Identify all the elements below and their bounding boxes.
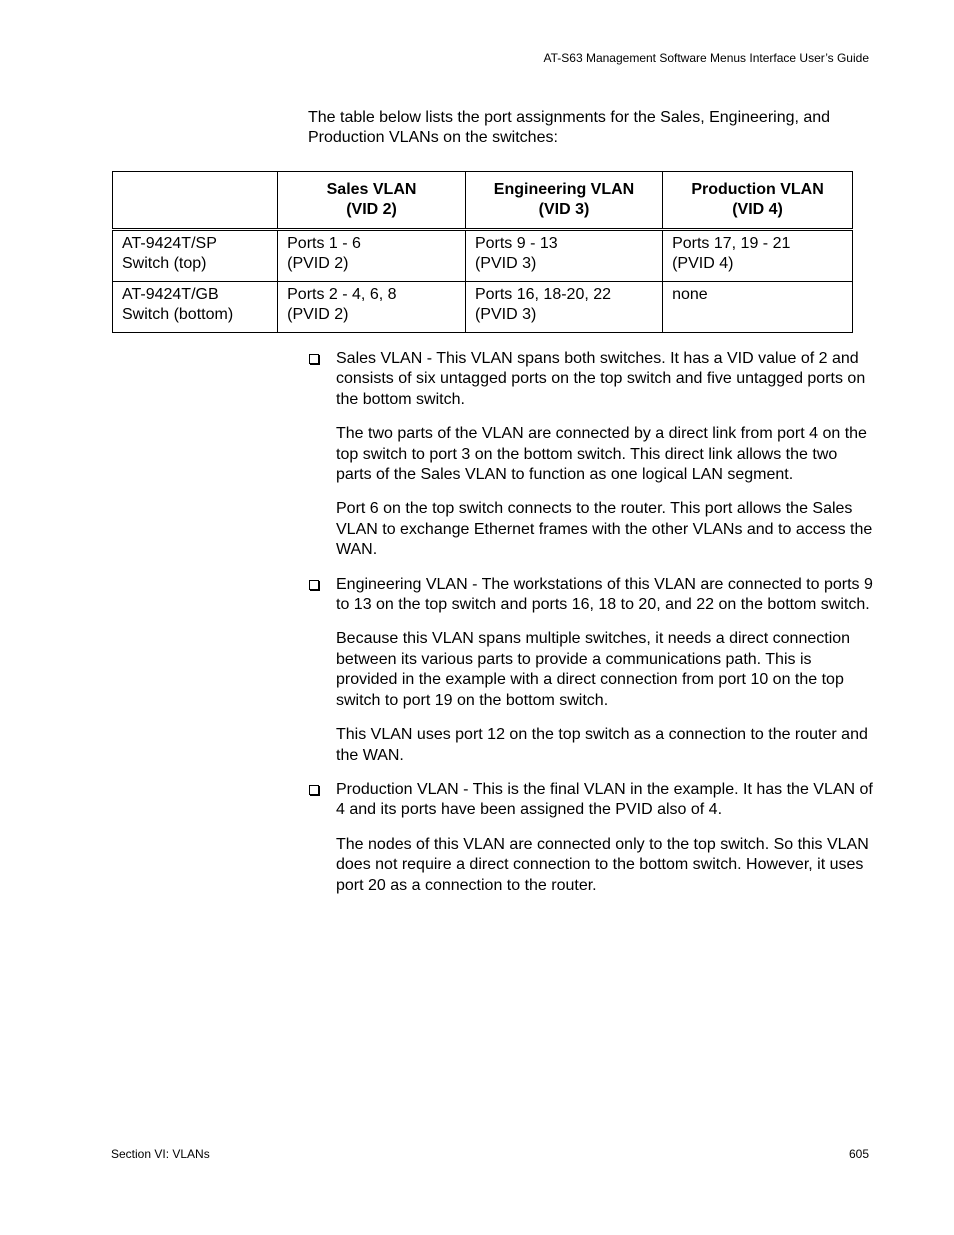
footer-section-label: Section VI: VLANs bbox=[111, 1147, 210, 1161]
table-header-row bbox=[113, 172, 853, 230]
intro-paragraph: The table below lists the port assignments for the Sales, Engineering, and Production VLANs on the switches: bbox=[308, 109, 831, 147]
paragraph: The nodes of this VLAN are connected only to the top switch. So this VLAN does not require a direct connection to the bottom switch. However, it uses port 20 as a connection to the router. bbox=[336, 835, 869, 894]
footer-page-number: 605 bbox=[848, 1147, 869, 1161]
table-cell: Ports 16, 18-20, 22 (PVID 3) bbox=[465, 282, 662, 333]
vlan-descriptions bbox=[308, 349, 873, 910]
table-cell: none bbox=[663, 282, 853, 333]
table-cell: Ports 9 - 13 (PVID 3) bbox=[465, 230, 662, 282]
table-row bbox=[113, 230, 853, 282]
paragraph: This VLAN uses port 12 on the top switch as a connection to the router and the WAN. bbox=[336, 726, 868, 764]
header-cell-production-vlan bbox=[663, 172, 853, 230]
table-row bbox=[113, 282, 853, 333]
checkbox-bullet-icon bbox=[309, 580, 319, 590]
header-cell-blank bbox=[113, 172, 278, 230]
header-line: Engineering VLAN bbox=[493, 181, 635, 198]
header-cell-engineering-vlan bbox=[465, 172, 662, 230]
table-cell: AT-9424T/SP Switch (top) bbox=[113, 230, 278, 282]
paragraph: Because this VLAN spans multiple switches, it needs a direct connection between its various parts to provide a communications path. This is provided in the example with a direct connection from port 10 on the top switch to port 19 on the bottom switch. bbox=[336, 630, 851, 709]
bullet-engineering-vlan: Engineering VLAN - The workstations of this VLAN are connected to ports 9 to 13 on the top switch and ports 16, 18 to 20, and 22 on the bottom switch. bbox=[308, 575, 873, 616]
table-cell: Ports 2 - 4, 6, 8 (PVID 2) bbox=[278, 282, 466, 333]
header-line: (VID 3) bbox=[538, 201, 590, 218]
table-cell: Ports 17, 19 - 21 (PVID 4) bbox=[663, 230, 853, 282]
table-cell: AT-9424T/GB Switch (bottom) bbox=[113, 282, 278, 333]
table-cell: Ports 1 - 6 (PVID 2) bbox=[278, 230, 466, 282]
header-line: (VID 2) bbox=[346, 201, 397, 218]
header-line: Sales VLAN bbox=[326, 181, 417, 198]
bullet-production-vlan: Production VLAN - This is the final VLAN in the example. It has the VLAN of 4 and its ports have been assigned the PVID also of 4. bbox=[308, 780, 873, 821]
header-line: (VID 4) bbox=[732, 201, 783, 218]
vlan-port-table bbox=[112, 171, 853, 333]
bullet-sales-vlan: Sales VLAN - This VLAN spans both switches. It has a VID value of 2 and consists of six untagged ports on the top switch and five untagged ports on the bottom switch. bbox=[308, 349, 873, 410]
header-cell-sales-vlan bbox=[278, 172, 466, 230]
paragraph: Port 6 on the top switch connects to the router. This port allows the Sales VLAN to exchange Ethernet frames with the other VLANs and to access the WAN. bbox=[336, 500, 873, 559]
page-header: AT-S63 Management Software Menus Interface User’s Guide bbox=[543, 51, 869, 65]
checkbox-bullet-icon bbox=[309, 785, 319, 795]
checkbox-bullet-icon bbox=[309, 354, 319, 364]
paragraph: The two parts of the VLAN are connected by a direct link from port 4 on the top switch to port 3 on the bottom switch. This direct link allows the two parts of the Sales VLAN to function as one logical LAN segment. bbox=[336, 425, 867, 484]
header-line: Production VLAN bbox=[691, 181, 824, 198]
